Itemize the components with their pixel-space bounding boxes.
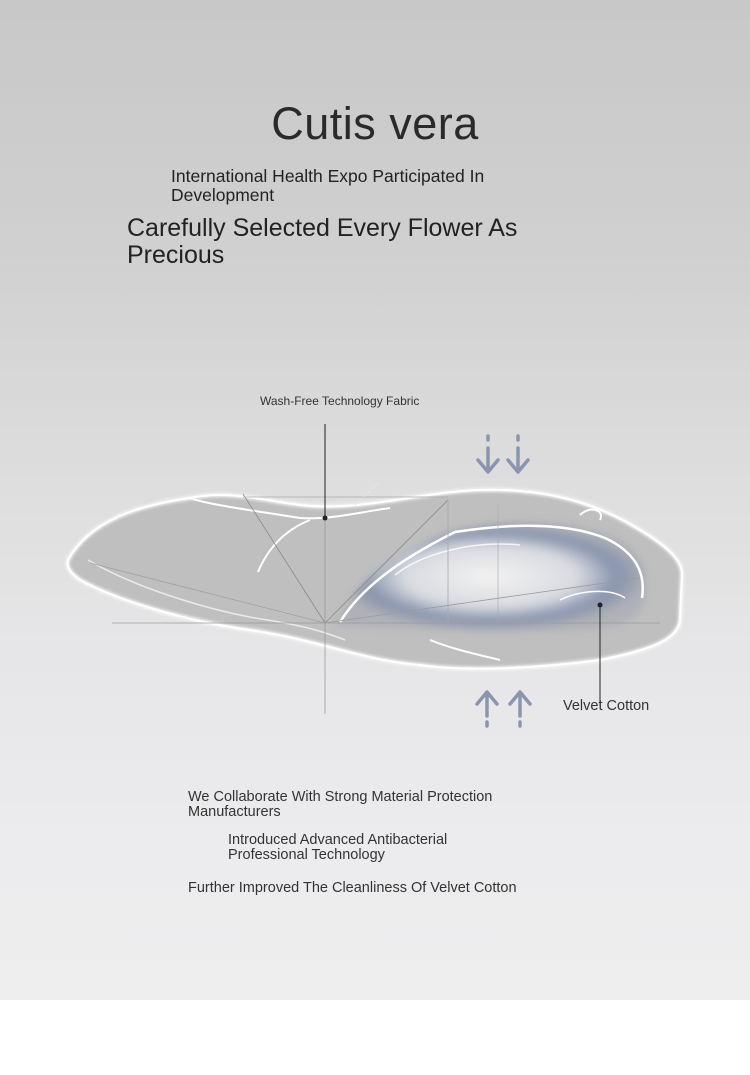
arrow-up-icon bbox=[477, 692, 497, 726]
cotton-callout-label: Velvet Cotton bbox=[563, 698, 650, 714]
arrow-down-icon bbox=[478, 436, 498, 472]
fabric-leader-dot bbox=[323, 516, 328, 521]
description-line-1: We Collaborate With Strong Material Protection Manufacturers bbox=[188, 789, 493, 820]
headline: Carefully Selected Every Flower As Precious bbox=[127, 214, 518, 269]
arrow-down-icon bbox=[508, 436, 528, 472]
fabric-callout-label: Wash-Free Technology Fabric bbox=[260, 394, 420, 408]
expo-subtitle: International Health Expo Participated In Development bbox=[171, 166, 485, 205]
pillow-body bbox=[68, 470, 682, 714]
description-line-3: Further Improved The Cleanliness Of Velvet Cotton bbox=[188, 880, 517, 896]
cotton-leader-dot bbox=[598, 603, 603, 608]
arrow-up-icon bbox=[510, 692, 530, 726]
brand-title: Cutis vera bbox=[271, 98, 479, 149]
description-line-2: Introduced Advanced Antibacterial Professional Technology bbox=[228, 832, 448, 863]
